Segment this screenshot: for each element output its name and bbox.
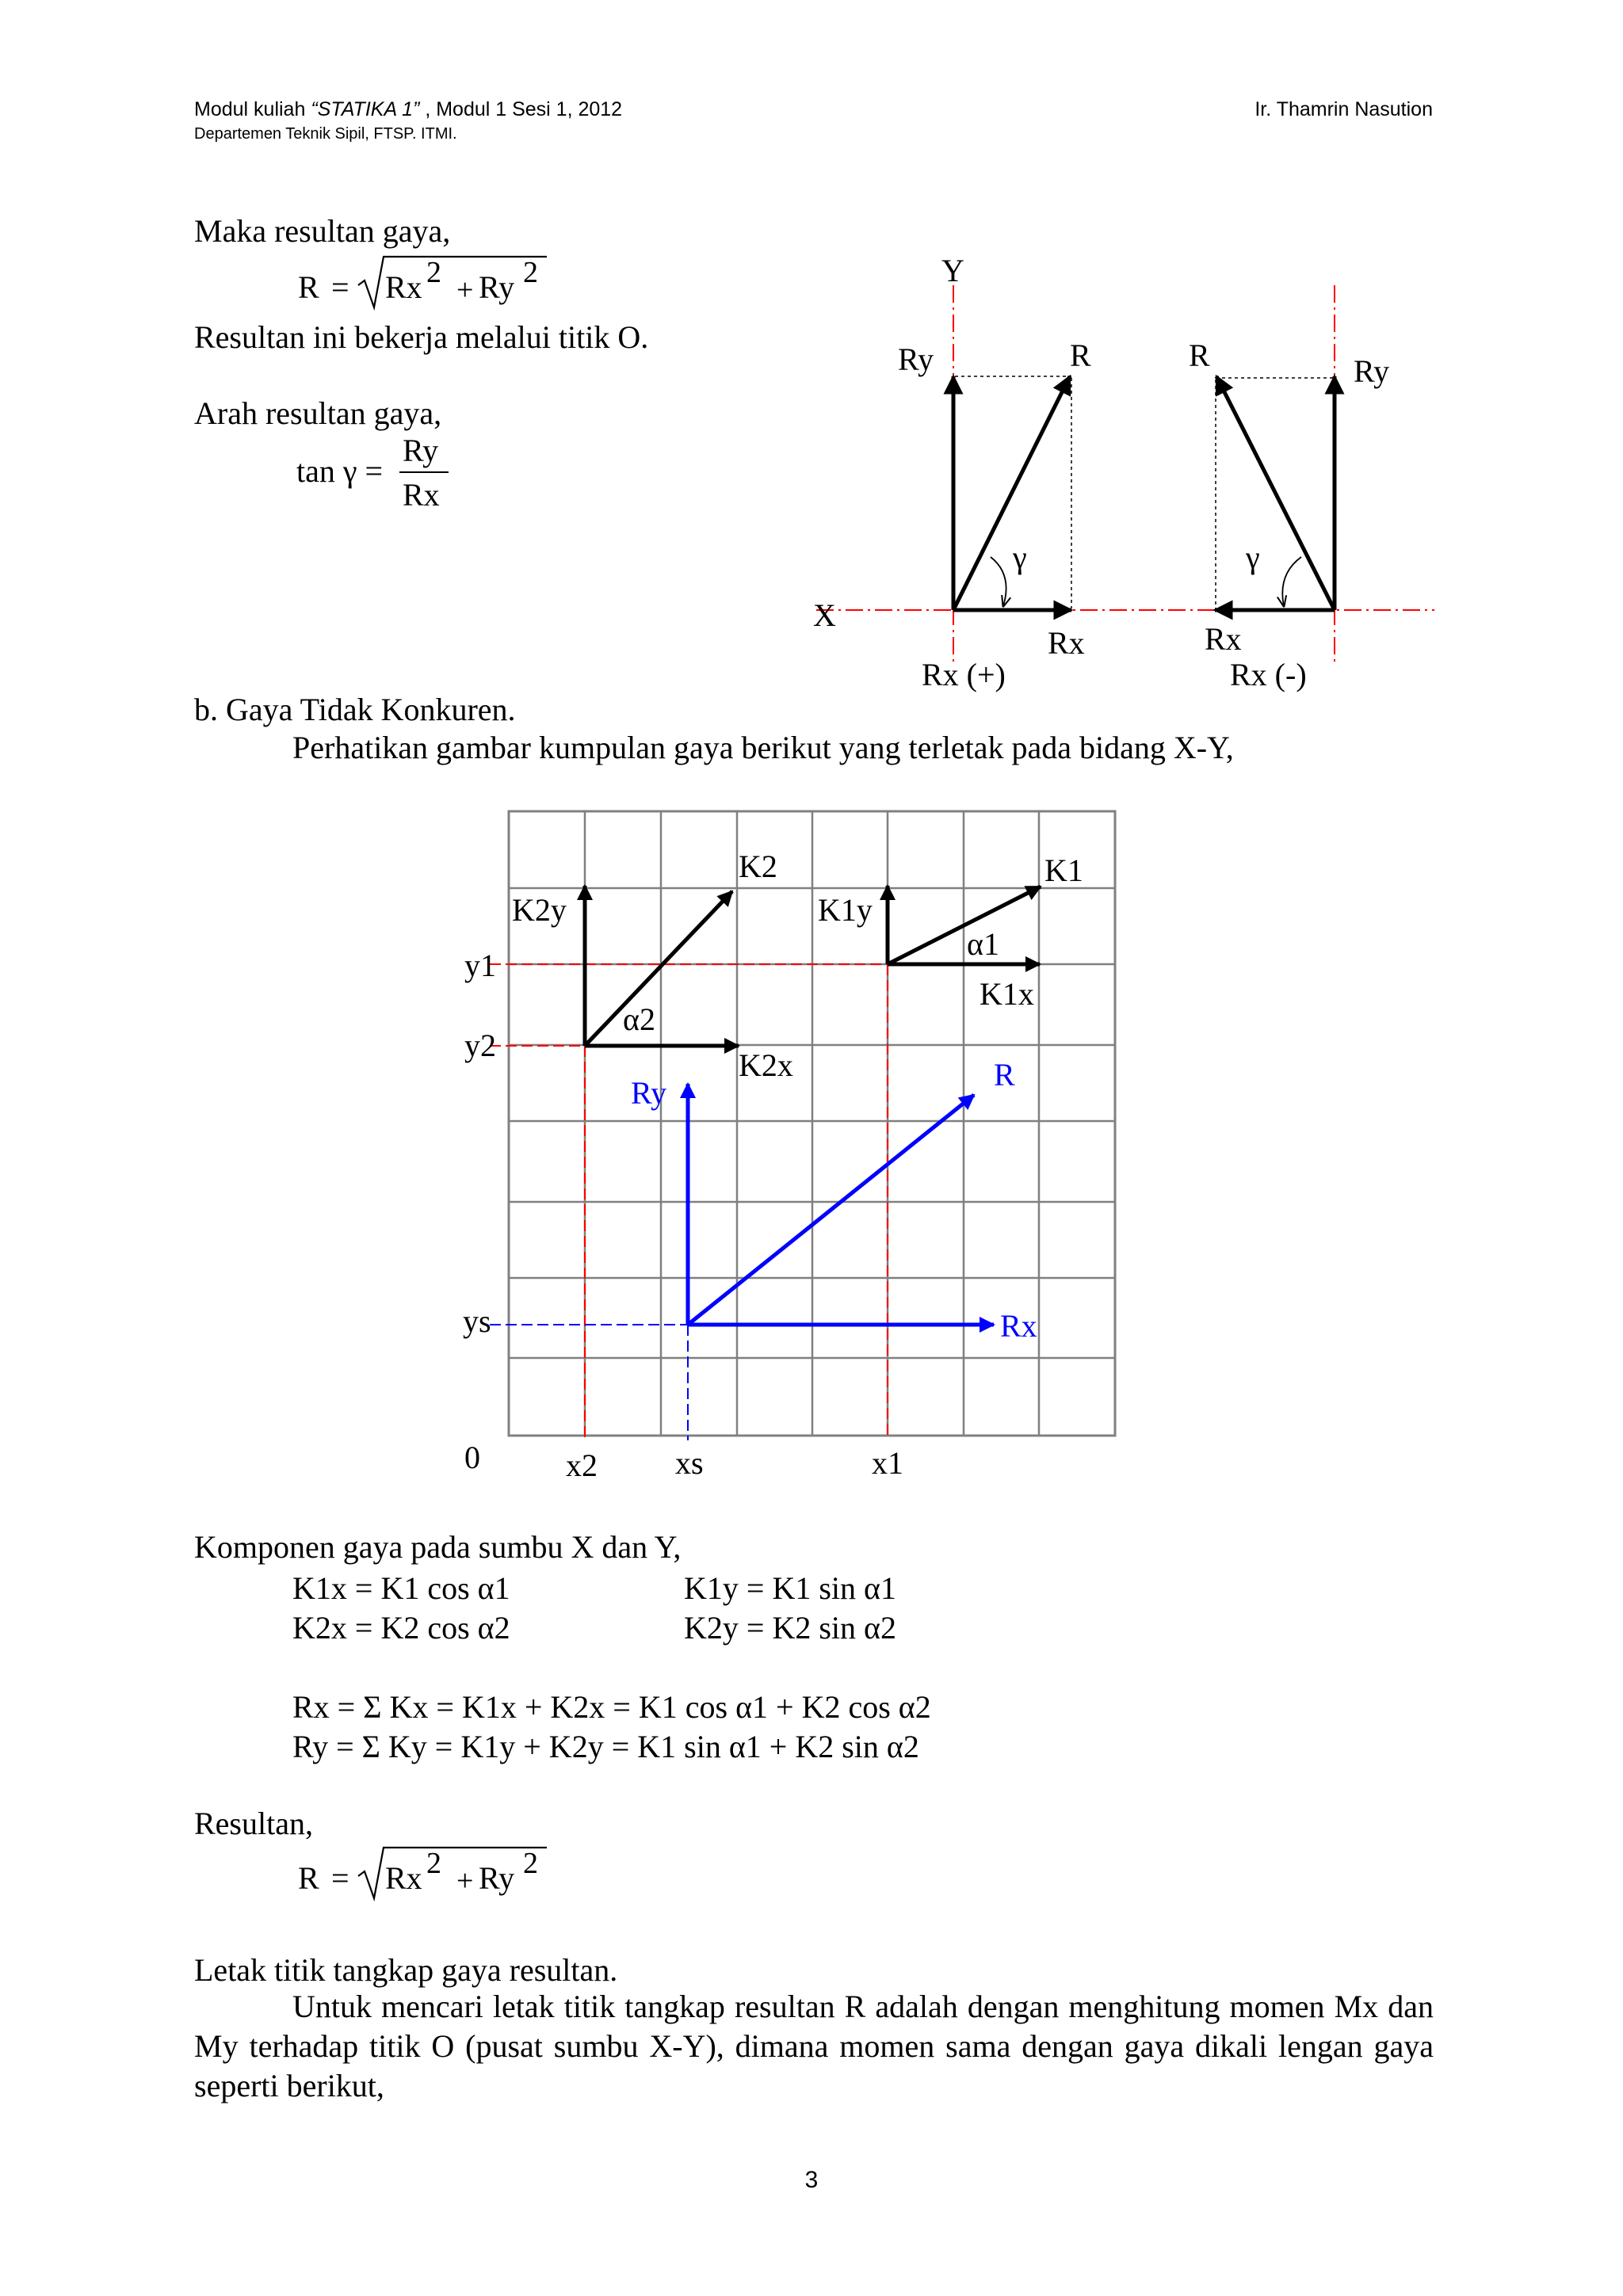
page-number: 3 [804, 2167, 819, 2193]
k1-label: K1 [1044, 852, 1083, 888]
k1x-label: K1x [980, 976, 1034, 1012]
formula-eq: = [331, 1860, 349, 1896]
formula-term2: Ry [479, 1860, 515, 1896]
xs-label: xs [675, 1445, 704, 1481]
left-ry-label: Ry [898, 341, 934, 377]
tan-lhs: tan γ = [296, 453, 384, 489]
header-course-title: “STATIKA 1” [311, 98, 420, 120]
k2-label: K2 [739, 849, 777, 884]
figure-resultant-direction [792, 254, 1442, 697]
header-module-line [194, 98, 622, 121]
left-gamma-arc [991, 557, 1006, 606]
header-prefix: Modul kuliah [194, 98, 311, 120]
tan-formula [285, 428, 460, 515]
alpha1-label: α1 [967, 926, 999, 962]
formula-exp1: 2 [426, 256, 441, 289]
ry-sum-formula: Ry = Σ Ky = K1y + K2y = K1 sin α1 + K2 sin α2 [292, 1729, 919, 1764]
right-caption: Rx (-) [1230, 657, 1307, 692]
location-paragraph: Untuk mencari letak titik tangkap resultan R adalah dengan menghitung momen Mx dan My terhadap titik O (pusat sumbu X-Y), dimana momen sama dengan gaya dikali lengan gaya seperti berikut, [194, 1989, 1434, 2103]
formula-exp2: 2 [523, 256, 538, 289]
resultant-formula-2 [285, 1836, 555, 1908]
y2-label: y2 [464, 1028, 496, 1063]
right-gamma-arc [1282, 557, 1301, 606]
k1y-label: K1y [818, 892, 873, 928]
r-resultant-vector [688, 1095, 974, 1325]
y1-label: y1 [464, 948, 496, 983]
axis-x-label: X [813, 597, 836, 633]
resultant-intro: Maka resultan gaya, [194, 213, 451, 249]
k1x-formula: K1x = K1 cos α1 [292, 1570, 510, 1606]
left-r-vector [953, 376, 1070, 610]
formula-plus: + [456, 1864, 474, 1897]
ry-resultant-label: Ry [631, 1075, 667, 1111]
location-heading: Letak titik tangkap gaya resultan. [194, 1952, 618, 1988]
right-gamma-label: γ [1246, 540, 1260, 575]
right-r-label: R [1189, 338, 1210, 373]
formula-eq: = [331, 269, 349, 305]
formula-term1: Rx [385, 1860, 422, 1896]
header-author: Ir. Thamrin Nasution [1254, 98, 1433, 120]
right-r-vector [1216, 376, 1335, 610]
right-rx-label: Rx [1205, 621, 1242, 657]
x1-label: x1 [872, 1445, 903, 1481]
r-resultant-label: R [994, 1057, 1015, 1093]
x2-label: x2 [566, 1447, 598, 1483]
formula-term2: Ry [479, 269, 515, 305]
k2-vector [585, 891, 732, 1046]
header-suffix: , Modul 1 Sesi 1, 2012 [419, 98, 623, 120]
formula-lhs: R [298, 269, 319, 305]
section-b-heading: b. Gaya Tidak Konkuren. [194, 692, 516, 727]
left-r-label: R [1070, 338, 1091, 373]
rx-sum-formula: Rx = Σ Kx = K1x + K2x = K1 cos α1 + K2 cos α2 [292, 1689, 931, 1725]
axis-y-label: Y [941, 254, 964, 288]
formula-lhs: R [298, 1860, 319, 1896]
k2y-formula: K2y = K2 sin α2 [684, 1610, 896, 1646]
resultant-label: Resultan, [194, 1806, 313, 1841]
left-caption: Rx (+) [922, 657, 1006, 692]
formula-term1: Rx [385, 269, 422, 305]
rx-resultant-label: Rx [1000, 1308, 1037, 1344]
header-department: Departemen Teknik Sipil, FTSP. ITMI. [194, 125, 457, 143]
origin-label: 0 [464, 1440, 480, 1475]
k2x-formula: K2x = K2 cos α2 [292, 1610, 510, 1646]
right-ry-label: Ry [1354, 353, 1390, 389]
components-intro: Komponen gaya pada sumbu X dan Y, [194, 1529, 682, 1565]
ys-label: ys [463, 1303, 491, 1339]
tan-denominator: Rx [403, 477, 440, 513]
left-rx-label: Rx [1048, 625, 1085, 661]
k2x-label: K2x [739, 1047, 793, 1083]
left-gamma-label: γ [1013, 540, 1027, 575]
formula-plus: + [456, 273, 474, 307]
resultant-formula-1 [285, 246, 555, 317]
figure-non-concurrent-forces [444, 792, 1157, 1505]
direction-intro: Arah resultan gaya, [194, 395, 442, 431]
k2y-label: K2y [512, 892, 567, 928]
resultant-note: Resultan ini bekerja melalui titik O. [194, 319, 649, 355]
formula-exp2: 2 [523, 1847, 538, 1880]
formula-exp1: 2 [426, 1847, 441, 1880]
alpha2-label: α2 [623, 1001, 655, 1037]
k1y-formula: K1y = K1 sin α1 [684, 1570, 896, 1606]
tan-numerator: Ry [403, 433, 439, 468]
section-b-intro: Perhatikan gambar kumpulan gaya berikut yang terletak pada bidang X-Y, [292, 730, 1234, 765]
